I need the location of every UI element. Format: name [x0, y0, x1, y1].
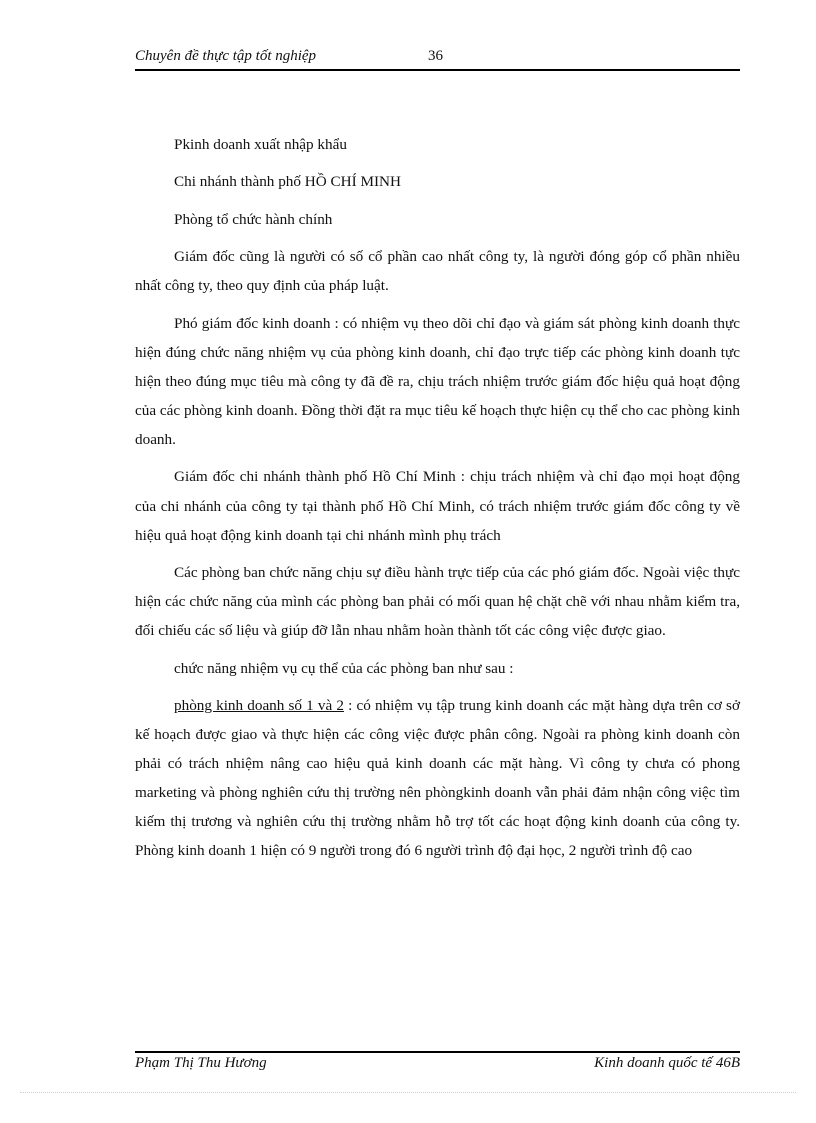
page-bottom-dotted-line: [20, 1092, 796, 1093]
paragraph: Các phòng ban chức năng chịu sự điều hành trực tiếp của các phó giám đốc. Ngoài việc thực hiện các chức năng của mình các phòng ban phải có mối quan hệ chặt chẽ với nhau nhằm kiểm tra, đối chiếu các số liệu và giúp đỡ lẫn nhau nhằm hoàn thành tốt các công việc được giao.: [135, 564, 740, 640]
paragraph: Giám đốc cũng là người có số cổ phần cao nhất công ty, là người đóng góp cổ phần nhiều nhất công ty, theo quy định của pháp luật.: [135, 248, 740, 295]
footer-department: Kinh doanh quốc tế 46B: [594, 1055, 740, 1071]
header-title: Chuyên đề thực tập tốt nghiệp: [135, 48, 317, 64]
page-footer: [135, 1055, 740, 1077]
document-body: [135, 130, 740, 874]
footer-author: Phạm Thị Thu Hương: [135, 1055, 267, 1071]
paragraph: Phó giám đốc kinh doanh : có nhiệm vụ theo dõi chỉ đạo và giám sát phòng kinh doanh thực hiện đúng chức năng nhiệm vụ của phòng kinh doanh, chỉ đạo trực tiếp các phòng kinh doanh tực hiện theo đúng mục tiêu mà công ty đã đề ra, chịu trách nhiệm trước giám đốc hiệu quả hoạt động của các phòng kinh doanh. Đồng thời đặt ra mục tiêu kế hoạch thực hiện cụ thể cho cac phòng kinh doanh.: [135, 314, 740, 449]
header-rule: [135, 69, 740, 71]
page-header: [135, 48, 740, 68]
paragraph-text: : có nhiệm vụ tập trung kinh doanh các mặt hàng dựa trên cơ sở kế hoạch được giao và thực hiện các công việc được phân công. Ngoài ra phòng kinh doanh còn phải có trách nhiệm nâng cao hiệu quả kinh doanh các mặt hàng. Vì công ty chưa có phong marketing và phòng nghiên cứu thị trường nên phòngkinh doanh vẫn phải đảm nhận công việc tìm kiếm thị trương và nghiên cứu thị trường nhằm hỗ trợ tốt các hoạt động kinh doanh của công ty. Phòng kinh doanh 1 hiện có 9 người trong đó 6 người trình độ đại học, 2 người trình độ cao: [135, 696, 740, 860]
paragraph: Giám đốc chi nhánh thành phố Hồ Chí Minh : chịu trách nhiệm và chỉ đạo mọi hoạt động của chi nhánh của công ty tại thành phố Hồ Chí Minh, có trách nhiệm trước giám đốc công ty về hiệu quả hoạt động kinh doanh tại chi nhánh mình phụ trách: [135, 468, 740, 544]
underlined-heading: phòng kinh doanh số 1 và 2: [174, 696, 344, 714]
footer-rule: [135, 1051, 740, 1053]
page-number: 36: [428, 48, 443, 64]
paragraph: chức năng nhiệm vụ cụ thể của các phòng ban như sau :: [174, 659, 514, 677]
paragraph: Phòng tổ chức hành chính: [174, 210, 333, 228]
paragraph: Pkinh doanh xuất nhập khẩu: [174, 136, 347, 153]
paragraph: [135, 691, 740, 866]
paragraph: Chi nhánh thành phố HỒ CHÍ MINH: [174, 173, 401, 191]
